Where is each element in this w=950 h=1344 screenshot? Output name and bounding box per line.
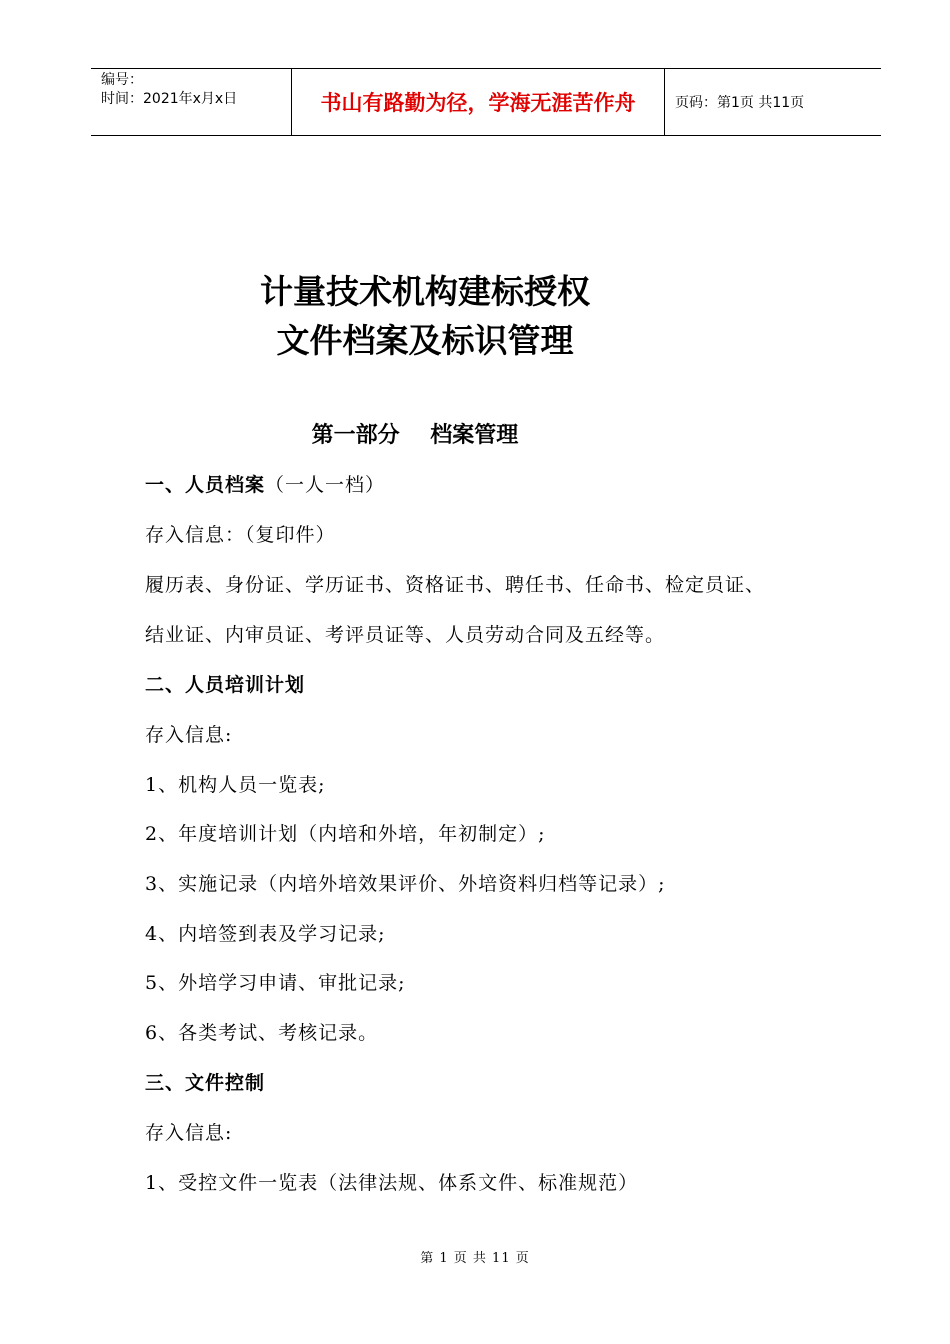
- heading-personnel-archive-note: （一人一档）: [265, 474, 386, 496]
- training-plan-info: 存入信息:: [145, 724, 233, 746]
- list-item: 1、机构人员一览表;: [145, 774, 326, 796]
- page-header: [91, 68, 881, 136]
- list-item: 3、实施记录（内培外培效果评价、外培资料归档等记录）;: [145, 873, 666, 895]
- heading-training-plan: 二、人员培训计划: [145, 674, 306, 696]
- list-item: 1、受控文件一览表（法律法规、体系文件、标准规范）: [145, 1172, 639, 1194]
- heading-document-control: 三、文件控制: [145, 1072, 266, 1094]
- header-meta: [91, 69, 292, 135]
- list-item: 6、各类考试、考核记录。: [145, 1022, 379, 1044]
- personnel-archive-text-2: 结业证、内审员证、考评员证等、人员劳动合同及五经等。: [145, 624, 666, 646]
- heading-personnel-archive: [145, 470, 385, 497]
- document-control-info: 存入信息:: [145, 1122, 233, 1144]
- list-item: 4、内培签到表及学习记录;: [145, 923, 386, 945]
- list-item: 2、年度培训计划（内培和外培，年初制定）;: [145, 823, 546, 845]
- header-page-info: 页码：第1页 共11页: [675, 95, 805, 111]
- header-motto: 书山有路勤为径，学海无涯苦作舟: [292, 69, 665, 135]
- personnel-archive-text-1: 履历表、身份证、学历证书、资格证书、聘任书、任命书、检定员证、: [145, 574, 766, 596]
- section-title: 第一部分 档案管理: [311, 423, 519, 448]
- personnel-archive-info: 存入信息：（复印件）: [145, 524, 336, 546]
- heading-personnel-archive-text: 一、人员档案: [145, 474, 266, 496]
- header-time-label: 时间：2021年x月x日: [101, 91, 238, 107]
- document-title-line2: 文件档案及标识管理: [276, 321, 574, 360]
- document-title-line1: 计量技术机构建标授权: [260, 272, 590, 311]
- header-number-label: 编号：: [101, 72, 143, 88]
- list-item: 5、外培学习申请、审批记录;: [145, 972, 406, 994]
- page-footer: 第 1 页 共 11 页: [420, 1251, 530, 1266]
